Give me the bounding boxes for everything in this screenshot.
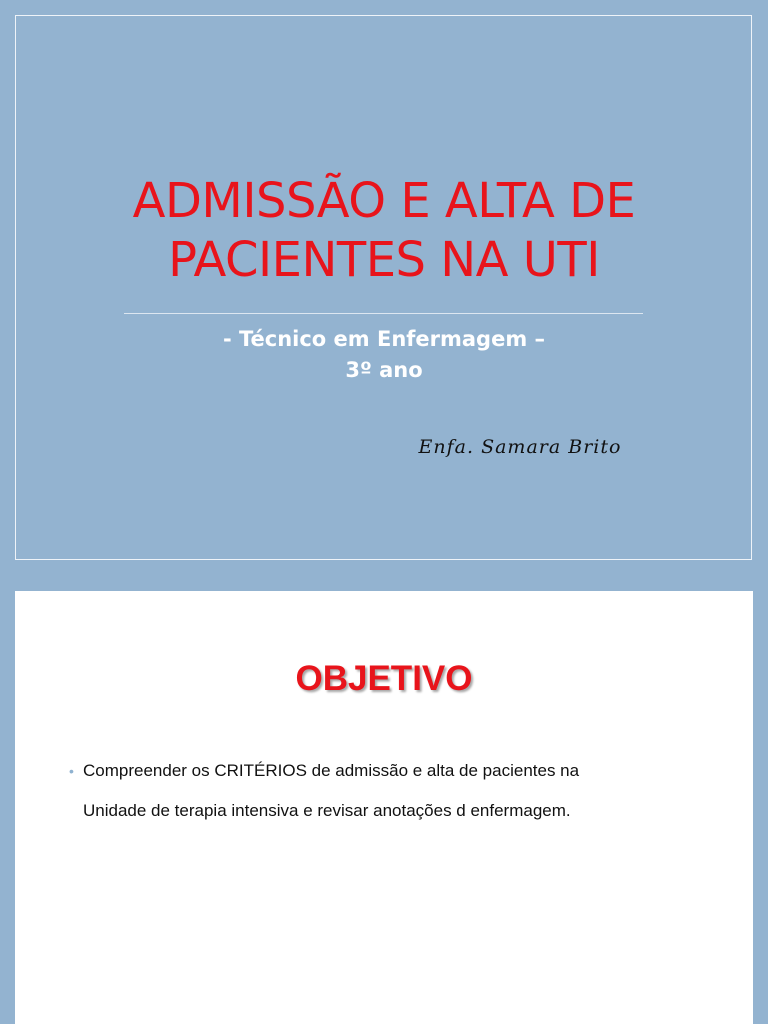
bullet-line-1: Compreender os CRITÉRIOS de admissão e alta de pacientes na — [83, 761, 580, 780]
objective-slide — [15, 591, 753, 1024]
subtitle-line-2: 3º ano — [345, 358, 423, 382]
bullet-dot-icon: • — [69, 763, 74, 779]
title-line-2: PACIENTES NA UTI — [168, 232, 600, 288]
objective-bullet — [69, 751, 723, 831]
subtitle-line-1: - Técnico em Enfermagem – — [222, 327, 546, 351]
title-line-1: ADMISSÃO E ALTA DE — [132, 173, 636, 229]
objective-heading: OBJETIVO — [295, 659, 473, 698]
slide-subtitle — [100, 324, 668, 386]
slide-title — [40, 172, 728, 290]
author-name: Enfa. Samara Brito — [418, 436, 622, 458]
title-divider — [124, 313, 643, 314]
bullet-line-2: Unidade de terapia intensiva e revisar anotações d enfermagem. — [83, 801, 571, 820]
